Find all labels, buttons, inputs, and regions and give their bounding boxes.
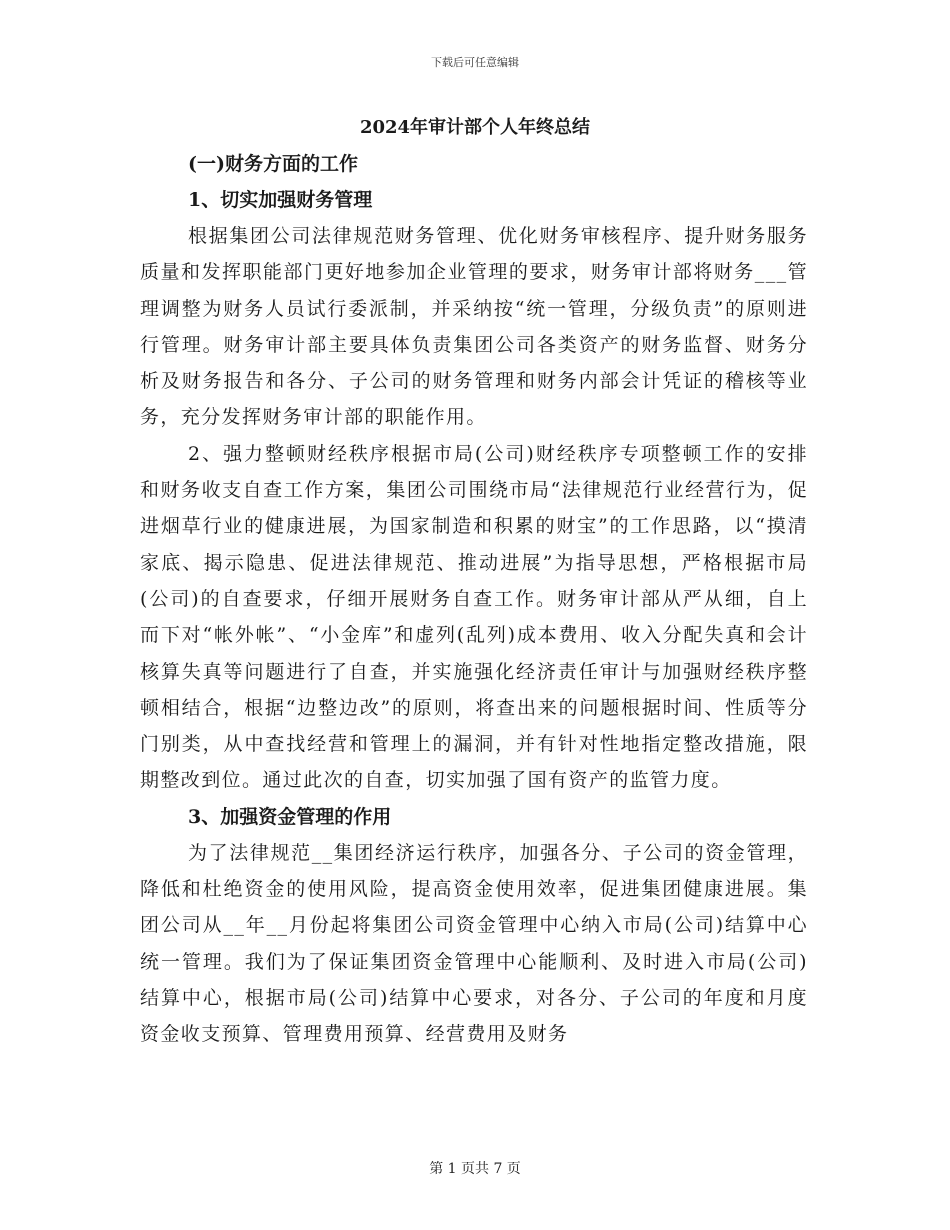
paragraph-3: 为了法律规范__集团经济运行秩序，加强各分、子公司的资金管理，降低和杜绝资金的使用风险，提高资金使用效率，促进集团健康进展。集团公司从__年__月份起将集团公司资金管理中心纳入市局(公司)结算中心统一管理。我们为了保证集团资金管理中心能顺利、及时进入市局(公司)结算中心，根据市局(公司)结算中心要求，对各分、子公司的年度和月度资金收支预算、管理费用预算、经营费用及财务 (140, 841, 808, 1046)
header-note: 下载后可任意编辑 (431, 56, 519, 69)
page-footer: 第 1 页共 7 页 (429, 1161, 521, 1177)
paragraph-2: 2、强力整顿财经秩序根据市局(公司)财经秩序专项整顿工作的安排和财务收支自查工作方案，集团公司围绕市局“法律规范行业经营行为，促进烟草行业的健康进展，为国家制造和积累的财宝”的工作思路，以“摸清家底、揭示隐患、促进法律规范、推动进展”为指导思想，严格根据市局(公司)的自查要求，仔细开展财务自查工作。财务审计部从严从细，自上而下对“帐外帐”、“小金库”和虚列(乱列)成本费用、收入分配失真和会计核算失真等问题进行了自查，并实施强化经济责任审计与加强财经秩序整顿相结合，根据“边整边改”的原则，将查出来的问题根据时间、性质等分门别类，从中查找经营和管理上的漏洞，并有针对性地指定整改措施，限期整改到位。通过此次的自查，切实加强了国有资产的监管力度。 (140, 442, 808, 792)
paragraph-1: 根据集团公司法律规范财务管理、优化财务审核程序、提升财务服务质量和发挥职能部门更好地参加企业管理的要求，财务审计部将财务___管理调整为财务人员试行委派制，并采纳按“统一管理，分级负责”的原则进行管理。财务审计部主要具体负责集团公司各类资产的财务监督、财务分析及财务报告和各分、子公司的财务管理和财务内部会计凭证的稽核等业务，充分发挥财务审计部的职能作用。 (140, 225, 808, 429)
document-title: 2024年审计部个人年终总结 (359, 117, 591, 138)
document-body (140, 146, 808, 1053)
subsection-heading-3: 3、加强资金管理的作用 (188, 805, 392, 828)
section-heading-finance: (一)财务方面的工作 (188, 153, 358, 175)
subsection-heading-1: 1、切实加强财务管理 (188, 189, 373, 211)
